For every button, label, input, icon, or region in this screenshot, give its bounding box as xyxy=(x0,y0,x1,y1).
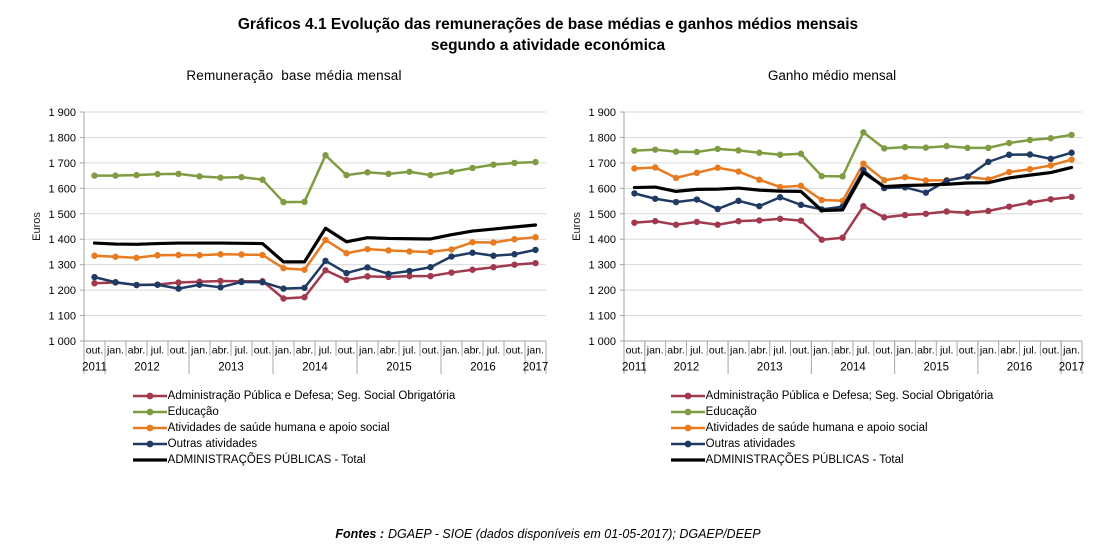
series-1 xyxy=(91,152,538,205)
legend-item xyxy=(133,404,456,420)
x-tick-label: jan. xyxy=(1063,344,1081,357)
x-tick-label: jul. xyxy=(690,344,704,357)
right-chart-legend xyxy=(671,388,994,468)
data-point xyxy=(259,279,265,285)
data-point xyxy=(490,253,496,259)
x-tick-label: jan. xyxy=(730,344,747,357)
year-label: 2017 xyxy=(1058,361,1085,374)
x-tick-label: jul. xyxy=(486,344,501,357)
data-point xyxy=(1048,156,1054,162)
data-point xyxy=(694,170,700,176)
series-0 xyxy=(91,260,538,302)
data-point xyxy=(511,160,517,166)
data-point xyxy=(985,208,991,214)
x-tick-label: jan. xyxy=(896,344,914,357)
y-tick-label: 1 200 xyxy=(588,285,616,298)
legend-label: Educação xyxy=(705,406,757,418)
x-tick-label: jan. xyxy=(443,344,460,357)
data-point xyxy=(902,212,908,218)
data-point xyxy=(196,282,202,288)
data-point xyxy=(469,250,475,256)
year-label: 2014 xyxy=(302,361,328,374)
x-tick-label: abr. xyxy=(127,344,146,357)
data-point xyxy=(631,147,637,153)
gridlines xyxy=(624,112,1082,341)
year-label: 2015 xyxy=(386,361,412,374)
legend-item xyxy=(133,452,456,468)
data-point xyxy=(735,198,741,204)
data-point xyxy=(91,274,97,280)
x-tick-label: out. xyxy=(337,344,356,357)
data-point xyxy=(798,151,804,157)
data-point xyxy=(406,268,412,274)
page-title-line2: segundo a atividade económica xyxy=(430,37,666,54)
data-point xyxy=(280,295,286,301)
legend-label: Outras atividades xyxy=(167,438,258,450)
data-point xyxy=(490,239,496,245)
year-label: 2011 xyxy=(82,361,107,374)
x-tick-label: out. xyxy=(875,344,893,357)
data-point xyxy=(1048,135,1054,141)
x-tick-label: jul. xyxy=(318,344,333,357)
x-tick-label: jul. xyxy=(1023,344,1037,357)
axes xyxy=(571,107,624,348)
y-tick-label: 1 400 xyxy=(48,234,76,247)
x-tick-label: jan. xyxy=(275,344,292,357)
year-label: 2013 xyxy=(756,361,783,374)
legend-item xyxy=(133,388,456,404)
x-tick-label: out. xyxy=(958,344,977,357)
left-chart-title: Remuneração base média mensal xyxy=(186,68,402,83)
data-point xyxy=(154,252,160,258)
data-point xyxy=(652,196,658,202)
data-point xyxy=(964,173,970,179)
legend-label: ADMINISTRAÇÕES PÚBLICAS - Total xyxy=(167,454,366,466)
legend-item xyxy=(671,404,994,420)
y-tick-label: 1 500 xyxy=(48,208,76,221)
data-point xyxy=(1027,151,1033,157)
y-tick-label: 1 800 xyxy=(48,132,76,145)
legend-item xyxy=(671,420,994,436)
data-point xyxy=(112,254,118,260)
data-point xyxy=(406,169,412,175)
data-point xyxy=(217,278,223,284)
data-point xyxy=(714,222,720,228)
data-point xyxy=(694,196,700,202)
x-tick-label: out. xyxy=(253,344,272,357)
data-point xyxy=(511,261,517,267)
data-point xyxy=(301,285,307,291)
data-point xyxy=(902,144,908,150)
data-point xyxy=(91,280,97,286)
data-point xyxy=(532,247,538,253)
legend-item xyxy=(671,388,994,404)
left-line-chart xyxy=(28,90,560,386)
data-point xyxy=(819,237,825,243)
year-label: 2016 xyxy=(1006,361,1033,374)
data-point xyxy=(154,171,160,177)
legend-label: Administração Pública e Defesa; Seg. Social Obrigatória xyxy=(167,390,456,402)
data-point xyxy=(881,145,887,151)
data-point xyxy=(385,247,391,253)
data-point xyxy=(777,194,783,200)
data-point xyxy=(532,260,538,266)
data-point xyxy=(860,160,866,166)
data-point xyxy=(1068,194,1074,200)
year-label: 2017 xyxy=(522,361,549,374)
legend-label: Outras atividades xyxy=(705,438,796,450)
data-point xyxy=(631,219,637,225)
data-point xyxy=(91,172,97,178)
y-tick-label: 1 400 xyxy=(588,234,616,247)
data-point xyxy=(343,277,349,283)
data-point xyxy=(175,279,181,285)
x-tick-label: jul. xyxy=(402,344,417,357)
data-point xyxy=(385,171,391,177)
x-tick-label: out. xyxy=(85,344,104,357)
data-point xyxy=(652,146,658,152)
data-point xyxy=(798,202,804,208)
right-line-chart xyxy=(568,90,1096,386)
y-tick-label: 1 100 xyxy=(48,310,76,323)
y-axis-title: Euros xyxy=(571,212,583,241)
x-tick-label: out. xyxy=(505,344,524,357)
data-point xyxy=(532,159,538,165)
gridlines xyxy=(84,112,546,341)
source-note-label: Fontes : xyxy=(335,527,384,541)
x-tick-label: abr. xyxy=(379,344,398,357)
data-point xyxy=(735,218,741,224)
data-point xyxy=(427,273,433,279)
data-point xyxy=(238,251,244,257)
data-point xyxy=(923,177,929,183)
y-axis-title: Euros xyxy=(31,212,43,241)
y-tick-label: 1 800 xyxy=(588,132,616,145)
y-tick-label: 1 500 xyxy=(588,208,616,221)
data-point xyxy=(860,203,866,209)
data-point xyxy=(364,264,370,270)
source-note-text: DGAEP - SIOE (dados disponíveis em 01-05-2017); DGAEP/DEEP xyxy=(387,527,761,541)
data-point xyxy=(322,267,328,273)
data-point xyxy=(673,148,679,154)
data-point xyxy=(217,284,223,290)
chart-ganho-medio xyxy=(568,68,1096,468)
data-point xyxy=(364,246,370,252)
x-axis xyxy=(82,341,548,374)
legend-label: ADMINISTRAÇÕES PÚBLICAS - Total xyxy=(705,454,904,466)
y-tick-label: 1 700 xyxy=(48,157,76,170)
y-tick-label: 1 000 xyxy=(588,336,616,348)
legend-swatch xyxy=(133,422,167,434)
report-page xyxy=(0,14,1096,553)
x-tick-label: jul. xyxy=(150,344,165,357)
legend-item xyxy=(671,436,994,452)
legend-swatch xyxy=(671,390,705,402)
data-point xyxy=(364,273,370,279)
data-point xyxy=(1068,132,1074,138)
data-point xyxy=(448,269,454,275)
data-point xyxy=(1006,152,1012,158)
data-point xyxy=(196,173,202,179)
legend-swatch xyxy=(671,422,705,434)
data-point xyxy=(694,149,700,155)
legend-swatch xyxy=(133,390,167,402)
y-tick-label: 1 600 xyxy=(48,183,76,196)
data-point xyxy=(756,203,762,209)
data-point xyxy=(322,237,328,243)
data-point xyxy=(385,271,391,277)
x-tick-label: jul. xyxy=(939,344,954,357)
data-point xyxy=(1006,203,1012,209)
y-tick-label: 1 100 xyxy=(588,310,616,323)
legend-item xyxy=(671,452,994,468)
data-point xyxy=(943,208,949,214)
data-point xyxy=(735,147,741,153)
x-tick-label: out. xyxy=(421,344,440,357)
x-tick-label: out. xyxy=(708,344,727,357)
data-point xyxy=(777,152,783,158)
data-point xyxy=(301,199,307,205)
data-point xyxy=(532,234,538,240)
x-tick-label: abr. xyxy=(1000,344,1018,357)
data-point xyxy=(673,222,679,228)
data-point xyxy=(511,251,517,257)
data-point xyxy=(652,218,658,224)
data-point xyxy=(881,214,887,220)
data-point xyxy=(964,145,970,151)
data-point xyxy=(756,176,762,182)
data-point xyxy=(839,173,845,179)
data-point xyxy=(91,253,97,259)
y-tick-label: 1 900 xyxy=(48,107,76,119)
data-point xyxy=(196,252,202,258)
data-point xyxy=(112,279,118,285)
legend-swatch xyxy=(671,454,705,466)
data-point xyxy=(943,143,949,149)
data-point xyxy=(1027,166,1033,172)
data-point xyxy=(631,190,637,196)
x-tick-label: jan. xyxy=(646,344,664,357)
data-point xyxy=(777,184,783,190)
legend-label: Atividades de saúde humana e apoio social xyxy=(705,422,928,434)
y-tick-label: 1 600 xyxy=(588,183,616,196)
x-tick-label: out. xyxy=(792,344,810,357)
x-tick-label: out. xyxy=(625,344,644,357)
data-point xyxy=(217,251,223,257)
data-point xyxy=(652,164,658,170)
axes xyxy=(31,107,84,348)
year-label: 2012 xyxy=(673,361,700,374)
x-axis xyxy=(622,341,1084,374)
data-point xyxy=(280,285,286,291)
data-point xyxy=(1048,162,1054,168)
year-label: 2011 xyxy=(622,361,647,374)
data-point xyxy=(427,249,433,255)
data-point xyxy=(175,285,181,291)
data-point xyxy=(1006,140,1012,146)
data-point xyxy=(756,150,762,156)
data-point xyxy=(238,279,244,285)
x-tick-label: jan. xyxy=(359,344,376,357)
x-tick-label: abr. xyxy=(667,344,685,357)
data-point xyxy=(777,216,783,222)
y-tick-label: 1 300 xyxy=(588,259,616,272)
legend-label: Atividades de saúde humana e apoio social xyxy=(167,422,390,434)
data-point xyxy=(469,239,475,245)
data-point xyxy=(923,211,929,217)
year-label: 2013 xyxy=(218,361,244,374)
data-point xyxy=(469,267,475,273)
data-point xyxy=(133,282,139,288)
x-tick-label: jul. xyxy=(773,344,787,357)
data-point xyxy=(343,270,349,276)
data-point xyxy=(860,129,866,135)
data-point xyxy=(673,199,679,205)
data-point xyxy=(819,173,825,179)
data-point xyxy=(694,219,700,225)
legend-swatch xyxy=(671,406,705,418)
data-point xyxy=(964,210,970,216)
data-point xyxy=(714,206,720,212)
data-point xyxy=(1027,137,1033,143)
data-point xyxy=(448,253,454,259)
legend-item xyxy=(133,420,456,436)
legend-swatch xyxy=(133,406,167,418)
data-point xyxy=(1006,169,1012,175)
data-point xyxy=(406,248,412,254)
data-point xyxy=(902,174,908,180)
data-point xyxy=(673,175,679,181)
data-point xyxy=(343,250,349,256)
data-point xyxy=(301,294,307,300)
left-chart-legend xyxy=(133,388,456,468)
y-tick-label: 1 900 xyxy=(588,107,616,119)
data-point xyxy=(631,165,637,171)
data-point xyxy=(280,265,286,271)
legend-swatch xyxy=(671,438,705,450)
data-point xyxy=(322,258,328,264)
page-title xyxy=(0,14,1096,56)
data-point xyxy=(1027,199,1033,205)
x-tick-label: jan. xyxy=(813,344,831,357)
legend-swatch xyxy=(133,438,167,450)
x-tick-label: jan. xyxy=(527,344,544,357)
data-point xyxy=(133,172,139,178)
data-point xyxy=(985,145,991,151)
y-tick-label: 1 000 xyxy=(48,336,76,348)
data-point xyxy=(364,169,370,175)
data-point xyxy=(1068,150,1074,156)
data-point xyxy=(511,236,517,242)
data-point xyxy=(112,172,118,178)
data-point xyxy=(238,174,244,180)
year-label: 2014 xyxy=(840,361,866,374)
data-point xyxy=(259,252,265,258)
right-chart-title: Ganho médio mensal xyxy=(767,68,897,83)
data-point xyxy=(490,161,496,167)
data-point xyxy=(427,172,433,178)
data-point xyxy=(881,177,887,183)
x-tick-label: jan. xyxy=(191,344,208,357)
data-point xyxy=(427,264,433,270)
x-tick-label: jul. xyxy=(856,344,871,357)
data-point xyxy=(490,264,496,270)
year-label: 2015 xyxy=(923,361,950,374)
data-point xyxy=(133,255,139,261)
data-point xyxy=(714,146,720,152)
data-point xyxy=(819,197,825,203)
data-point xyxy=(175,171,181,177)
x-tick-label: abr. xyxy=(211,344,230,357)
data-point xyxy=(798,183,804,189)
data-point xyxy=(280,199,286,205)
charts-row xyxy=(0,68,1096,468)
legend-item xyxy=(133,436,456,452)
x-tick-label: out. xyxy=(1042,344,1060,357)
data-point xyxy=(798,217,804,223)
x-tick-label: abr. xyxy=(295,344,314,357)
data-point xyxy=(714,165,720,171)
data-point xyxy=(735,168,741,174)
data-point xyxy=(259,176,265,182)
chart-remuneracao-base xyxy=(28,68,560,468)
year-label: 2012 xyxy=(134,361,160,374)
data-point xyxy=(839,234,845,240)
data-point xyxy=(322,152,328,158)
x-tick-label: abr. xyxy=(917,344,935,357)
x-tick-label: abr. xyxy=(750,344,769,357)
data-point xyxy=(217,174,223,180)
legend-swatch xyxy=(133,454,167,466)
data-point xyxy=(756,217,762,223)
y-tick-label: 1 300 xyxy=(48,259,76,272)
x-tick-label: abr. xyxy=(833,344,852,357)
page-title-line1: Gráficos 4.1 Evolução das remunerações de base médias e ganhos médios mensais xyxy=(237,16,859,33)
data-point xyxy=(469,165,475,171)
y-tick-label: 1 700 xyxy=(588,157,616,170)
data-point xyxy=(985,159,991,165)
data-point xyxy=(448,169,454,175)
data-point xyxy=(923,144,929,150)
x-tick-label: jan. xyxy=(107,344,124,357)
legend-label: Educação xyxy=(167,406,219,418)
data-point xyxy=(1068,156,1074,162)
year-label: 2016 xyxy=(470,361,496,374)
data-point xyxy=(301,267,307,273)
data-point xyxy=(343,172,349,178)
data-point xyxy=(1048,196,1054,202)
data-point xyxy=(154,282,160,288)
y-tick-label: 1 200 xyxy=(48,285,76,298)
legend-label: Administração Pública e Defesa; Seg. Social Obrigatória xyxy=(705,390,994,402)
data-point xyxy=(175,252,181,258)
x-tick-label: jul. xyxy=(234,344,249,357)
x-tick-label: jan. xyxy=(979,344,997,357)
data-point xyxy=(448,246,454,252)
x-tick-label: out. xyxy=(169,344,188,357)
data-point xyxy=(923,189,929,195)
x-tick-label: abr. xyxy=(463,344,482,357)
